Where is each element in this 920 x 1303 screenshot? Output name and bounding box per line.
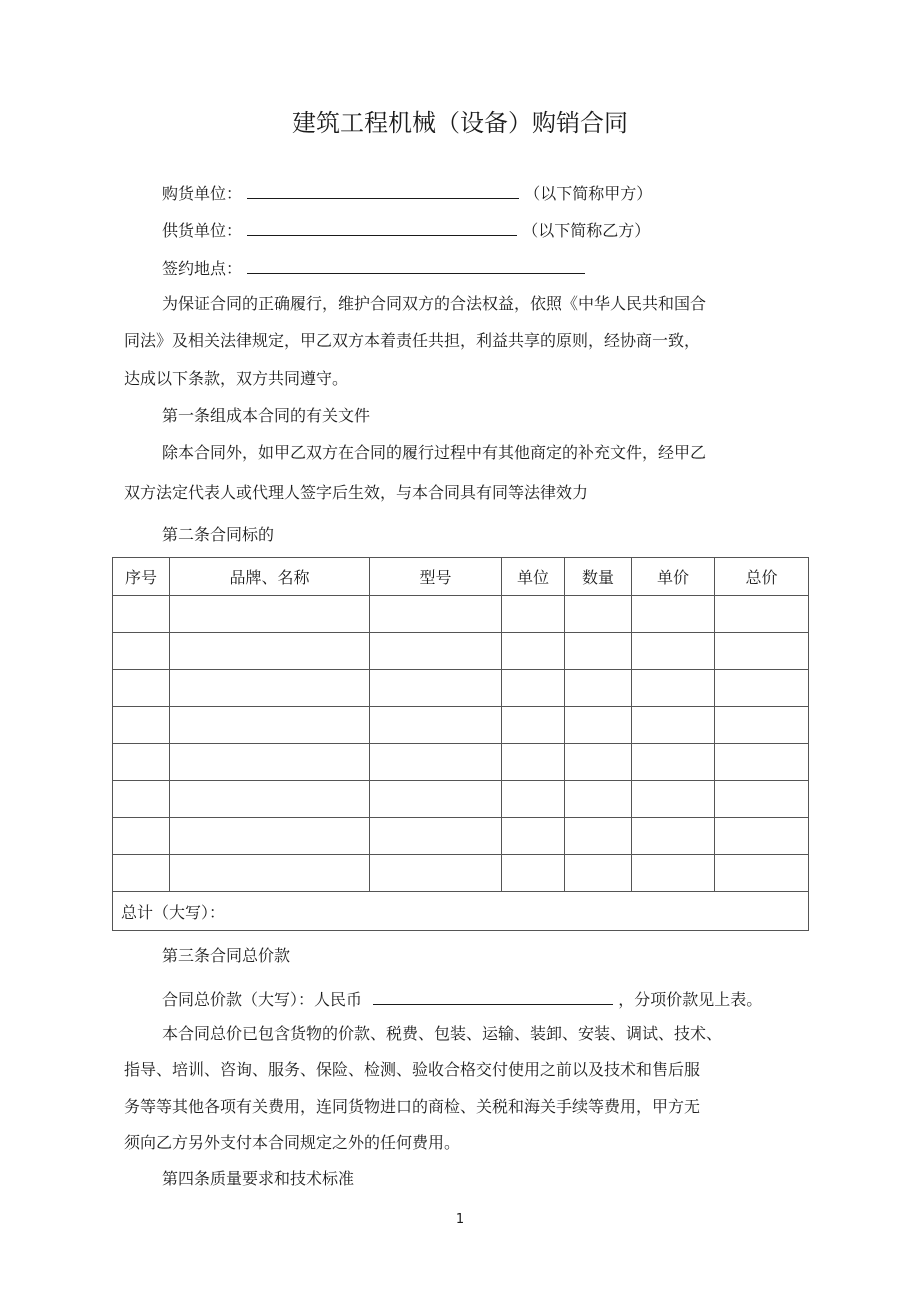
table-row bbox=[113, 596, 809, 633]
table-cell[interactable] bbox=[715, 633, 809, 670]
intro-line-3: 达成以下条款，双方共同遵守。 bbox=[124, 369, 349, 388]
table-cell[interactable] bbox=[565, 818, 632, 855]
table-cell[interactable] bbox=[632, 744, 715, 781]
table-cell[interactable] bbox=[370, 781, 502, 818]
intro-line-1: 为保证合同的正确履行，维护合同双方的合法权益，依照《中华人民共和国合 bbox=[162, 294, 707, 313]
intro-line-2: 同法》及相关法律规定，甲乙双方本着责任共担，利益共享的原则，经协商一致， bbox=[124, 331, 701, 350]
supplier-label: 供货单位： bbox=[162, 221, 243, 240]
table-cell[interactable] bbox=[113, 670, 170, 707]
table-cell[interactable] bbox=[113, 596, 170, 633]
table-cell[interactable] bbox=[170, 855, 370, 892]
table-row bbox=[113, 781, 809, 818]
article1-line-2: 双方法定代表人或代理人签字后生效，与本合同具有同等法律效力 bbox=[124, 483, 589, 502]
article4-heading: 第四条质量要求和技术标准 bbox=[162, 1169, 355, 1188]
table-row bbox=[113, 818, 809, 855]
table-cell[interactable] bbox=[170, 744, 370, 781]
article3-heading: 第三条合同总价款 bbox=[162, 946, 291, 965]
price-suffix: ，分项价款见上表。 bbox=[618, 990, 763, 1009]
table-cell[interactable] bbox=[502, 707, 565, 744]
article2-heading: 第二条合同标的 bbox=[162, 525, 275, 544]
table-row bbox=[113, 744, 809, 781]
table-header-row bbox=[113, 558, 809, 596]
table-cell[interactable] bbox=[715, 707, 809, 744]
table-cell[interactable] bbox=[370, 633, 502, 670]
supplier-suffix: （以下简称乙方） bbox=[522, 221, 651, 240]
table-cell[interactable] bbox=[565, 596, 632, 633]
table-cell[interactable] bbox=[170, 633, 370, 670]
article3-line-4: 须向乙方另外支付本合同规定之外的任何费用。 bbox=[124, 1133, 461, 1152]
table-row bbox=[113, 855, 809, 892]
buyer-label: 购货单位： bbox=[162, 184, 243, 203]
supplier-blank[interactable] bbox=[247, 219, 517, 236]
header-quantity: 数量 bbox=[565, 558, 632, 596]
table-cell[interactable] bbox=[113, 781, 170, 818]
buyer-blank[interactable] bbox=[247, 182, 519, 199]
table-cell[interactable] bbox=[113, 744, 170, 781]
price-blank[interactable] bbox=[373, 988, 613, 1005]
table-cell[interactable] bbox=[715, 781, 809, 818]
table-cell[interactable] bbox=[502, 855, 565, 892]
page-number: 1 bbox=[455, 1212, 465, 1227]
price-line bbox=[162, 988, 762, 1010]
total-label: 总计（大写）： bbox=[113, 892, 809, 931]
table-cell[interactable] bbox=[170, 818, 370, 855]
table-cell[interactable] bbox=[565, 744, 632, 781]
buyer-suffix: （以下简称甲方） bbox=[524, 184, 653, 203]
article3-line-1: 本合同总价已包含货物的价款、税费、包装、运输、装卸、安装、调试、技术、 bbox=[162, 1024, 723, 1043]
article1-line-1: 除本合同外，如甲乙双方在合同的履行过程中有其他商定的补充文件，经甲乙 bbox=[162, 443, 707, 462]
table-cell[interactable] bbox=[502, 818, 565, 855]
table-cell[interactable] bbox=[632, 781, 715, 818]
table-cell[interactable] bbox=[170, 707, 370, 744]
article3-line-2: 指导、培训、咨询、服务、保险、检测、验收合格交付使用之前以及技术和售后服 bbox=[124, 1060, 701, 1079]
article3-line-3: 务等等其他各项有关费用，连同货物进口的商检、关税和海关手续等费用，甲方无 bbox=[124, 1097, 701, 1116]
document-title: 建筑工程机械（设备）购销合同 bbox=[292, 109, 628, 137]
buyer-line bbox=[162, 182, 652, 204]
table-cell[interactable] bbox=[632, 707, 715, 744]
location-label: 签约地点： bbox=[162, 259, 243, 278]
table-cell[interactable] bbox=[715, 744, 809, 781]
table-cell[interactable] bbox=[170, 596, 370, 633]
table-cell[interactable] bbox=[715, 855, 809, 892]
table-cell[interactable] bbox=[370, 670, 502, 707]
table-cell[interactable] bbox=[113, 818, 170, 855]
table-cell[interactable] bbox=[113, 855, 170, 892]
table-cell[interactable] bbox=[565, 670, 632, 707]
table-cell[interactable] bbox=[502, 781, 565, 818]
table-cell[interactable] bbox=[113, 707, 170, 744]
table-cell[interactable] bbox=[113, 633, 170, 670]
table-cell[interactable] bbox=[370, 855, 502, 892]
table-cell[interactable] bbox=[632, 818, 715, 855]
table-cell[interactable] bbox=[170, 781, 370, 818]
table-cell[interactable] bbox=[370, 744, 502, 781]
table-cell[interactable] bbox=[565, 781, 632, 818]
table-cell[interactable] bbox=[632, 633, 715, 670]
table-cell[interactable] bbox=[502, 744, 565, 781]
table-total-row bbox=[113, 892, 809, 931]
header-model: 型号 bbox=[370, 558, 502, 596]
table-cell[interactable] bbox=[632, 855, 715, 892]
table-row bbox=[113, 633, 809, 670]
table-row bbox=[113, 707, 809, 744]
table-cell[interactable] bbox=[715, 596, 809, 633]
table-row bbox=[113, 670, 809, 707]
header-unit: 单位 bbox=[502, 558, 565, 596]
location-line bbox=[162, 257, 585, 279]
table-cell[interactable] bbox=[565, 707, 632, 744]
header-index: 序号 bbox=[113, 558, 170, 596]
items-table bbox=[112, 557, 809, 931]
table-cell[interactable] bbox=[715, 818, 809, 855]
location-blank[interactable] bbox=[247, 257, 585, 274]
table-cell[interactable] bbox=[565, 633, 632, 670]
table-cell[interactable] bbox=[370, 818, 502, 855]
table-cell[interactable] bbox=[632, 596, 715, 633]
table-cell[interactable] bbox=[370, 596, 502, 633]
table-cell[interactable] bbox=[502, 596, 565, 633]
table-cell[interactable] bbox=[565, 855, 632, 892]
header-total-price: 总价 bbox=[715, 558, 809, 596]
price-prefix: 合同总价款（大写）：人民币 bbox=[162, 990, 363, 1009]
table-cell[interactable] bbox=[502, 633, 565, 670]
table-cell[interactable] bbox=[632, 670, 715, 707]
header-brand-name: 品牌、名称 bbox=[170, 558, 370, 596]
table-cell[interactable] bbox=[370, 707, 502, 744]
article1-heading: 第一条组成本合同的有关文件 bbox=[162, 406, 371, 425]
table-cell[interactable] bbox=[502, 670, 565, 707]
header-unit-price: 单价 bbox=[632, 558, 715, 596]
supplier-line bbox=[162, 219, 650, 241]
table-cell[interactable] bbox=[715, 670, 809, 707]
table-cell[interactable] bbox=[170, 670, 370, 707]
